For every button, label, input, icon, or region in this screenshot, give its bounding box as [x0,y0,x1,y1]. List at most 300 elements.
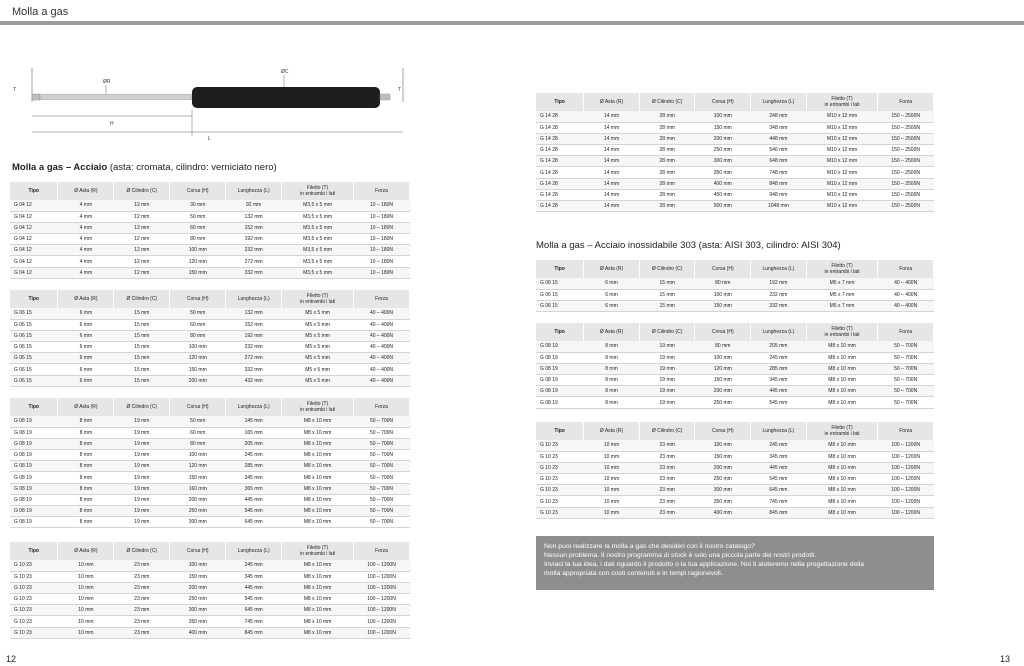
table-cell-thread: M8 x 10 mm [282,560,354,571]
table-cell-thread: M10 x 12 mm [806,201,878,212]
table-cell-force: 50 – 700N [878,397,934,408]
table-cell-cyl: 12 mm [114,267,170,278]
spec-table [536,422,934,519]
table-row [536,167,934,178]
table-cell-cyl: 19 mm [114,472,170,483]
table-cell-type: G 08 19 [10,416,58,427]
table-cell-type: G 08 19 [10,483,58,494]
table-cell-stroke: 150 mm [170,571,226,582]
column-header-label: Corsa (H) [186,188,209,194]
table-cell-thread: M5 x 5 mm [282,375,354,386]
column-header-label: Ø Cilindro (C) [651,329,683,335]
table-row [536,462,934,473]
column-header-sublabel: in entrambi i lati [824,332,860,338]
table-cell-rod: 8 mm [58,416,114,427]
table-cell-force: 150 – 2500N [878,167,934,178]
table-cell-cyl: 15 mm [114,375,170,386]
table-cell-thread: M8 x 10 mm [282,506,354,517]
table-row [536,496,934,507]
table-cell-thread: M8 x 10 mm [282,450,354,461]
column-header-sublabel: in entrambi i lati [824,269,860,275]
column-header-stroke [695,422,751,440]
table-cell-cyl: 28 mm [639,111,695,122]
table-cell-length: 285 mm [751,363,807,374]
table-cell-rod: 14 mm [584,133,640,144]
table-cell-thread: M10 x 12 mm [806,133,878,144]
column-header-label: Corsa (H) [186,548,209,554]
table-cell-length: 132 mm [226,308,282,319]
table-cell-stroke: 120 mm [170,353,226,364]
column-header-label: Ø Cilindro (C) [651,266,683,272]
table-cell-length: 445 mm [226,582,282,593]
table-cell-cyl: 23 mm [114,594,170,605]
table-cell-stroke: 200 mm [170,494,226,505]
table-row [10,375,410,386]
column-header-thread [282,290,354,308]
table-cell-force: 50 – 700N [354,494,410,505]
table-cell-length: 365 mm [226,483,282,494]
table-cell-thread: M5 x 5 mm [282,342,354,353]
table-cell-stroke: 100 mm [170,245,226,256]
table-cell-thread: M5 x 5 mm [282,308,354,319]
table-cell-rod: 14 mm [584,201,640,212]
table-cell-length: 245 mm [751,352,807,363]
table-cell-length: 948 mm [751,189,807,200]
table-cell-force: 150 – 2500N [878,178,934,189]
table-cell-type: G 14 28 [536,111,584,122]
table-cell-type: G 10 23 [10,616,58,627]
table-cell-thread: M8 x 10 mm [806,451,878,462]
table-cell-rod: 6 mm [584,289,640,300]
table-row [536,289,934,300]
table-cell-type: G 08 19 [10,450,58,461]
table-row [10,594,410,605]
table-cell-type: G 10 23 [10,571,58,582]
column-header-type [536,323,584,341]
column-header-label: Lunghezza (L) [762,428,795,434]
table-cell-rod: 8 mm [58,494,114,505]
table-row [536,122,934,133]
column-header-label: Ø Cilindro (C) [126,188,158,194]
table-cell-force: 100 – 1200N [878,485,934,496]
table-cell-cyl: 15 mm [639,300,695,311]
table-cell-force: 40 – 400N [354,375,410,386]
table-cell-force: 10 – 180N [354,267,410,278]
column-header-length [751,93,807,111]
column-header-label: Ø Cilindro (C) [126,404,158,410]
table-cell-stroke: 150 mm [695,122,751,133]
column-header-label: Lunghezza (L) [762,329,795,335]
column-header-sublabel: in entrambi i lati [300,407,336,413]
column-header-type [536,260,584,278]
column-header-length [226,290,282,308]
table-cell-force: 150 – 2500N [878,201,934,212]
table-cell-type: G 06 15 [536,278,584,289]
table-header-row [536,323,934,341]
column-header-force [354,398,410,416]
table-cell-force: 10 – 180N [354,245,410,256]
table-cell-cyl: 12 mm [114,245,170,256]
column-header-cyl [639,260,695,278]
column-header-label: Tipo [554,99,565,105]
column-header-type [536,422,584,440]
column-header-rod [584,260,640,278]
table-cell-stroke: 100 mm [695,352,751,363]
column-header-stroke [170,398,226,416]
table-cell-stroke: 50 mm [170,308,226,319]
table-cell-rod: 10 mm [58,560,114,571]
table-row [10,494,410,505]
table-cell-cyl: 23 mm [114,605,170,616]
table-cell-type: G 06 15 [536,300,584,311]
column-header-label: Tipo [28,296,39,302]
table-cell-length: 745 mm [226,616,282,627]
table-cell-type: G 14 28 [536,156,584,167]
table-cell-rod: 6 mm [58,364,114,375]
column-header-label: Forza [375,548,388,554]
table-cell-force: 50 – 700N [354,517,410,528]
column-header-label: Tipo [554,329,565,335]
table-header-row [536,260,934,278]
table-row [10,483,410,494]
spec-table [10,290,410,387]
column-header-label: Lunghezza (L) [237,296,270,302]
spec-table [10,542,410,639]
column-header-sublabel: in entrambi i lati [824,102,860,108]
table-cell-cyl: 19 mm [114,461,170,472]
table-cell-force: 100 – 1200N [354,594,410,605]
column-header-label: Tipo [28,188,39,194]
table-cell-type: G 06 15 [10,353,58,364]
table-cell-stroke: 450 mm [695,189,751,200]
table-cell-cyl: 12 mm [114,200,170,211]
spec-table [536,260,934,312]
table-cell-stroke: 80 mm [695,341,751,352]
table-cell-stroke: 160 mm [170,483,226,494]
table-cell-force: 150 – 2500N [878,156,934,167]
table-cell-stroke: 80 mm [170,234,226,245]
table-cell-type: G 08 19 [10,494,58,505]
table-cell-type: G 08 19 [10,472,58,483]
column-header-length [751,260,807,278]
table-cell-cyl: 19 mm [114,517,170,528]
table-cell-length: 848 mm [751,178,807,189]
table-cell-stroke: 200 mm [695,386,751,397]
table-cell-cyl: 19 mm [114,494,170,505]
table-cell-type: G 10 23 [10,594,58,605]
table-cell-force: 100 – 1200N [878,474,934,485]
column-header-label: Ø Cilindro (C) [126,548,158,554]
table-cell-stroke: 30 mm [170,200,226,211]
table-cell-length: 546 mm [751,145,807,156]
table-cell-stroke: 250 mm [170,506,226,517]
column-header-force [878,260,934,278]
table-row [10,582,410,593]
column-header-cyl [114,182,170,200]
table-cell-force: 100 – 1200N [354,582,410,593]
table-row [536,145,934,156]
table-cell-force: 40 – 400N [354,364,410,375]
table-cell-length: 248 mm [751,111,807,122]
table-cell-thread: M8 x 10 mm [806,507,878,518]
spec-table [536,93,934,212]
table-cell-cyl: 23 mm [114,582,170,593]
info-line: Nessun problema. Il nostro programma di stock è solo una piccola parte dei nostri prodotti. [544,552,817,559]
table-cell-thread: M5 x 5 mm [282,353,354,364]
table-cell-force: 40 – 400N [354,308,410,319]
table-cell-force: 10 – 180N [354,234,410,245]
table-cell-rod: 8 mm [58,517,114,528]
table-cell-length: 92 mm [226,200,282,211]
table-row [10,319,410,330]
column-header-stroke [170,182,226,200]
table-cell-type: G 10 23 [10,605,58,616]
table-header-row [10,542,410,560]
table-cell-stroke: 150 mm [170,267,226,278]
table-cell-stroke: 350 mm [695,167,751,178]
table-cell-rod: 4 mm [58,211,114,222]
table-header-row [10,290,410,308]
column-header-label: Corsa (H) [711,428,734,434]
table-cell-thread: M5 x 7 mm [806,289,878,300]
table-row [10,222,410,233]
table-cell-stroke: 80 mm [170,330,226,341]
table-cell-force: 150 – 2500N [878,145,934,156]
column-header-label: Ø Asta (R) [74,548,98,554]
table-cell-rod: 4 mm [58,267,114,278]
table-cell-cyl: 28 mm [639,145,695,156]
table-row [10,506,410,517]
table-cell-length: 192 mm [751,278,807,289]
table-row [536,189,934,200]
table-cell-force: 10 – 180N [354,256,410,267]
table-row [10,200,410,211]
table-cell-stroke: 50 mm [170,416,226,427]
table-cell-force: 10 – 180N [354,222,410,233]
table-cell-force: 150 – 2500N [878,133,934,144]
column-header-label: Filetto (T) [306,545,329,551]
table-header-row [10,182,410,200]
table-row [10,461,410,472]
diagram-label-cylinder: ØC [281,69,289,75]
table-row [10,450,410,461]
table-cell-stroke: 60 mm [170,319,226,330]
table-cell-stroke: 300 mm [170,605,226,616]
table-cell-length: 192 mm [226,330,282,341]
column-header-label: Forza [899,266,913,272]
table-cell-rod: 6 mm [58,308,114,319]
table-cell-stroke: 350 mm [170,616,226,627]
table-cell-rod: 10 mm [58,571,114,582]
table-cell-rod: 10 mm [58,605,114,616]
table-cell-cyl: 23 mm [639,507,695,518]
table-cell-stroke: 400 mm [695,507,751,518]
table-cell-type: G 14 28 [536,133,584,144]
column-header-label: Corsa (H) [186,404,209,410]
column-header-type [10,542,58,560]
page-number-right: 13 [999,654,1010,664]
table-cell-force: 50 – 700N [878,352,934,363]
table-cell-length: 845 mm [226,627,282,638]
info-line: Non puoi realizzare la molla a gas che desideri con il nostro catalogo? [544,543,755,550]
column-header-thread [806,260,878,278]
table-cell-cyl: 15 mm [114,353,170,364]
table-cell-cyl: 19 mm [639,341,695,352]
table-cell-thread: M3,5 x 5 mm [282,234,354,245]
table-cell-rod: 8 mm [584,363,640,374]
table-cell-type: G 10 23 [536,451,584,462]
column-header-label: Forza [899,329,913,335]
table-cell-rod: 6 mm [58,342,114,353]
table-row [10,342,410,353]
table-cell-type: G 04 12 [10,234,58,245]
table-cell-force: 50 – 700N [354,483,410,494]
table-cell-cyl: 23 mm [639,451,695,462]
table-cell-thread: M8 x 10 mm [806,352,878,363]
column-header-label: Lunghezza (L) [237,404,270,410]
table-cell-thread: M8 x 10 mm [282,517,354,528]
table-cell-length: 432 mm [226,375,282,386]
table-cell-length: 345 mm [226,571,282,582]
header-rule [0,21,1024,25]
table-row [536,300,934,311]
column-header-label: Lunghezza (L) [762,266,795,272]
column-header-label: Corsa (H) [711,329,734,335]
table-cell-force: 100 – 1200N [354,605,410,616]
table-cell-rod: 4 mm [58,245,114,256]
table-cell-thread: M8 x 10 mm [282,616,354,627]
table-cell-type: G 06 15 [10,319,58,330]
table-cell-type: G 10 23 [536,440,584,451]
table-cell-type: G 04 12 [10,211,58,222]
table-cell-stroke: 400 mm [170,627,226,638]
column-header-thread [282,542,354,560]
spec-table [10,398,410,528]
table-row [10,308,410,319]
column-header-force [878,323,934,341]
column-header-label: Lunghezza (L) [237,548,270,554]
table-cell-rod: 14 mm [584,189,640,200]
table-cell-force: 50 – 700N [878,375,934,386]
column-header-label: Filetto (T) [831,263,853,269]
table-cell-type: G 04 12 [10,245,58,256]
table-row [536,485,934,496]
table-cell-type: G 14 28 [536,178,584,189]
column-header-force [878,93,934,111]
page-title: Molla a gas [12,6,69,18]
table-row [536,156,934,167]
column-header-force [354,542,410,560]
table-cell-rod: 10 mm [584,496,640,507]
table-cell-length: 132 mm [226,211,282,222]
column-header-label: Ø Asta (R) [599,266,624,272]
table-cell-force: 150 – 2500N [878,122,934,133]
table-cell-length: 545 mm [751,397,807,408]
column-header-label: Ø Asta (R) [74,188,98,194]
steel-heading-rest: (asta: cromata, cilindro: verniciato nero) [107,162,277,173]
table-cell-rod: 8 mm [58,427,114,438]
column-header-length [226,398,282,416]
column-header-thread [806,422,878,440]
column-header-stroke [170,290,226,308]
column-header-cyl [114,398,170,416]
table-cell-thread: M5 x 5 mm [282,364,354,375]
table-row [10,256,410,267]
table-cell-force: 100 – 1200N [878,440,934,451]
table-cell-stroke: 300 mm [695,485,751,496]
column-header-cyl [639,422,695,440]
table-cell-thread: M5 x 5 mm [282,319,354,330]
column-header-label: Ø Cilindro (C) [651,428,683,434]
table-cell-rod: 4 mm [58,222,114,233]
table-cell-force: 40 – 400N [354,330,410,341]
table-cell-stroke: 300 mm [695,156,751,167]
table-cell-cyl: 12 mm [114,256,170,267]
table-cell-force: 50 – 700N [354,438,410,449]
table-cell-rod: 14 mm [584,167,640,178]
table-cell-cyl: 28 mm [639,167,695,178]
table-row [10,571,410,582]
table-cell-length: 245 mm [226,560,282,571]
table-cell-length: 345 mm [751,375,807,386]
table-cell-stroke: 100 mm [695,111,751,122]
column-header-label: Filetto (T) [831,326,853,332]
column-header-thread [806,93,878,111]
table-cell-rod: 8 mm [584,386,640,397]
table-cell-rod: 6 mm [58,319,114,330]
table-cell-cyl: 15 mm [114,308,170,319]
table-cell-thread: M3,5 x 5 mm [282,200,354,211]
column-header-cyl [639,93,695,111]
table-cell-cyl: 19 mm [639,386,695,397]
column-header-rod [584,422,640,440]
table-cell-length: 345 mm [226,472,282,483]
table-cell-stroke: 250 mm [695,474,751,485]
table-cell-cyl: 28 mm [639,178,695,189]
stainless-heading: Molla a gas – Acciaio inossidabile 303 (asta: AISI 303, cilindro: AISI 304) [536,240,841,251]
diagram-label-rod: ØR [103,79,111,85]
table-cell-length: 348 mm [751,122,807,133]
table-header-row [536,93,934,111]
table-cell-length: 152 mm [226,319,282,330]
table-cell-type: G 08 19 [536,375,584,386]
table-cell-force: 50 – 700N [354,416,410,427]
table-cell-rod: 6 mm [58,330,114,341]
table-cell-cyl: 19 mm [639,363,695,374]
table-cell-type: G 06 15 [536,289,584,300]
table-row [10,211,410,222]
table-cell-rod: 14 mm [584,156,640,167]
table-cell-stroke: 250 mm [170,594,226,605]
table-row [10,605,410,616]
table-row [536,201,934,212]
table-cell-stroke: 250 mm [695,145,751,156]
steel-heading [12,162,277,173]
table-cell-cyl: 23 mm [114,616,170,627]
table-cell-force: 40 – 400N [354,319,410,330]
table-cell-rod: 8 mm [58,506,114,517]
table-cell-rod: 8 mm [584,397,640,408]
table-cell-thread: M8 x 10 mm [282,472,354,483]
column-header-sublabel: in entrambi i lati [300,551,336,557]
table-cell-thread: M8 x 10 mm [282,427,354,438]
table-cell-stroke: 150 mm [695,375,751,386]
table-row [10,234,410,245]
table-cell-length: 332 mm [751,300,807,311]
column-header-thread [806,323,878,341]
table-cell-cyl: 28 mm [639,133,695,144]
table-row [536,352,934,363]
